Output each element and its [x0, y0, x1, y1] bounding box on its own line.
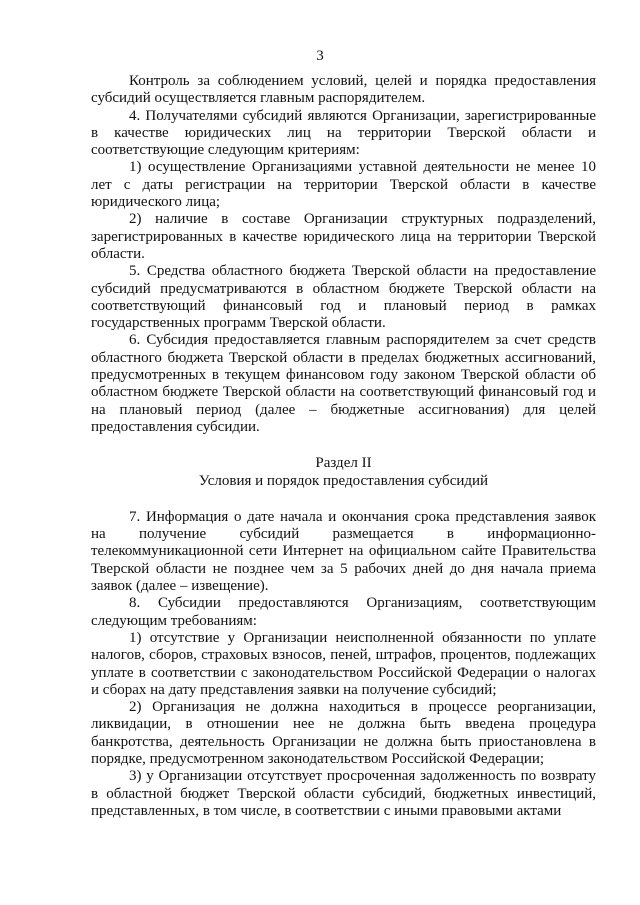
paragraph: 3) у Организации отсутствует просроченная задолженность по возврату в областной бюджет Тверской области субсидий, бюджетных инвестиций, представленных, в том числе, в соответствии с иными правовыми актами [91, 768, 596, 819]
paragraph: 5. Средства областного бюджета Тверской области на предоставление субсидий предусматриваются в областном бюджете Тверской области на соответствующий финансовый год и плановый период в рамках государственных программ Тверской области. [91, 263, 596, 332]
section-spacer [91, 490, 596, 509]
paragraph: 1) отсутствие у Организации неисполненной обязанности по уплате налогов, сборов, страховых взносов, пеней, штрафов, процентов, подлежащих уплате в соответствии с законодательством Российской Федерации о налогах и сборах на дату представления заявки на получение субсидий; [91, 629, 596, 698]
paragraph: 7. Информация о дате начала и окончания срока представления заявок на получение субсидий размещается в информационно-телекоммуникационной сети Интернет на официальном сайте Правительства Тверской области не позднее чем за 5 рабочих дней до дня начала приема заявок (далее – извещение). [91, 508, 596, 595]
page-number: 3 [316, 48, 324, 64]
paragraph: 2) наличие в составе Организации структурных подразделений, зарегистрированных в качестве юридического лица на территории Тверской области. [91, 211, 596, 262]
paragraph: 8. Субсидии предоставляются Организациям, соответствующим следующим требованиям: [91, 595, 596, 629]
paragraph: 6. Субсидия предоставляется главным распорядителем за счет средств областного бюджета Тверской области в пределах бюджетных ассигнований, предусмотренных в текущем финансовом году законом Тверской области об областном бюджете Тверской области на соответствующий финансовый год и на плановый период (далее – бюджетные ассигнования) для целей предоставления субсидии. [91, 332, 596, 435]
section-title: Условия и порядок предоставления субсидий [198, 472, 489, 489]
paragraph: 4. Получателями субсидий являются Организации, зарегистрированные в качестве юридических лиц на территории Тверской области и соответствующие следующим критериям: [91, 107, 596, 159]
paragraph: 2) Организация не должна находиться в процессе реорганизации, ликвидации, в отношении нее не должна быть введена процедура банкротства, деятельность Организации не должна быть приостановлена в порядке, предусмотренном законодательством Российской Федерации; [91, 699, 596, 767]
paragraph: Контроль за соблюдением условий, целей и порядка предоставления субсидий осуществляется главным распорядителем. [91, 73, 596, 107]
section-number: Раздел II [315, 455, 372, 472]
paragraph: 1) осуществление Организациями уставной деятельности не менее 10 лет с даты регистрации на территории Тверской области в качестве юридического лица; [91, 159, 596, 211]
